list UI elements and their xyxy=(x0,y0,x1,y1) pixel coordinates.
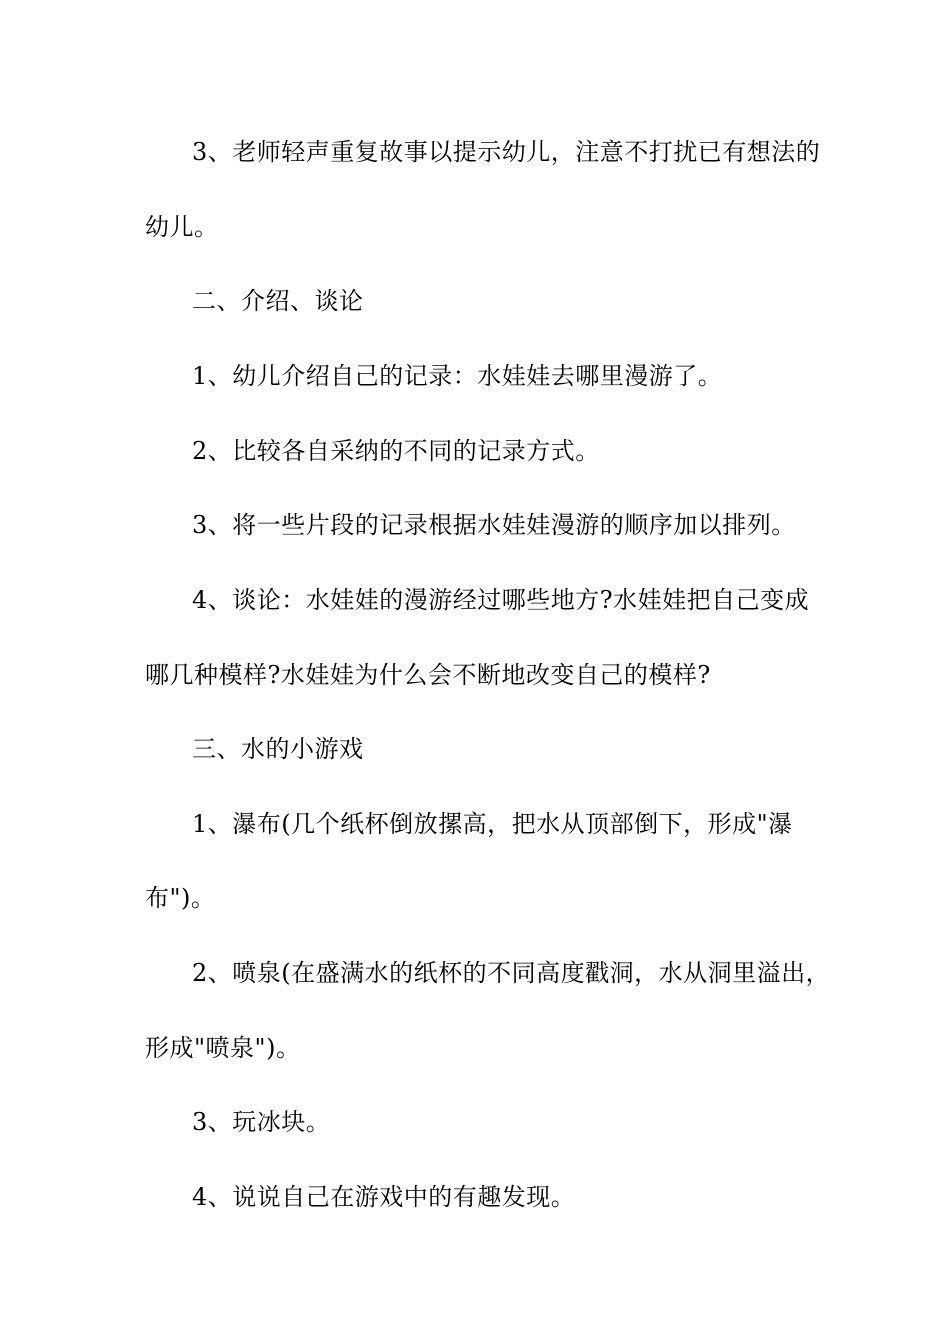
section-heading: 三、水的小游戏 xyxy=(192,735,364,763)
paragraph-line: 1、幼儿介绍自己的记录：水娃娃去哪里漫游了。 xyxy=(192,362,723,390)
paragraph-line: 幼儿。 xyxy=(145,213,219,241)
paragraph-line: 4、说说自己在游戏中的有趣发现。 xyxy=(192,1183,576,1211)
paragraph-line: 1、瀑布(几个纸杯倒放摞高，把水从顶部倒下，形成"瀑 xyxy=(192,810,793,838)
paragraph-line: 哪几种模样?水娃娃为什么会不断地改变自己的模样? xyxy=(145,661,711,689)
paragraph-line: 3、将一些片段的记录根据水娃娃漫游的顺序加以排列。 xyxy=(192,511,796,539)
paragraph-line: 3、玩冰块。 xyxy=(192,1108,331,1136)
paragraph-line: 形成"喷泉")。 xyxy=(145,1034,301,1062)
paragraph-line: 3、老师轻声重复故事以提示幼儿，注意不打扰已有想法的 xyxy=(192,138,821,166)
paragraph-line: 4、谈论：水娃娃的漫游经过哪些地方?水娃娃把自己变成 xyxy=(192,586,810,614)
paragraph-line: 2、喷泉(在盛满水的纸杯的不同高度戳洞，水从洞里溢出， xyxy=(192,959,831,987)
paragraph-line: 2、比较各自采纳的不同的记录方式。 xyxy=(192,437,600,465)
paragraph-line: 布")。 xyxy=(145,884,216,912)
section-heading: 二、介绍、谈论 xyxy=(192,287,364,315)
